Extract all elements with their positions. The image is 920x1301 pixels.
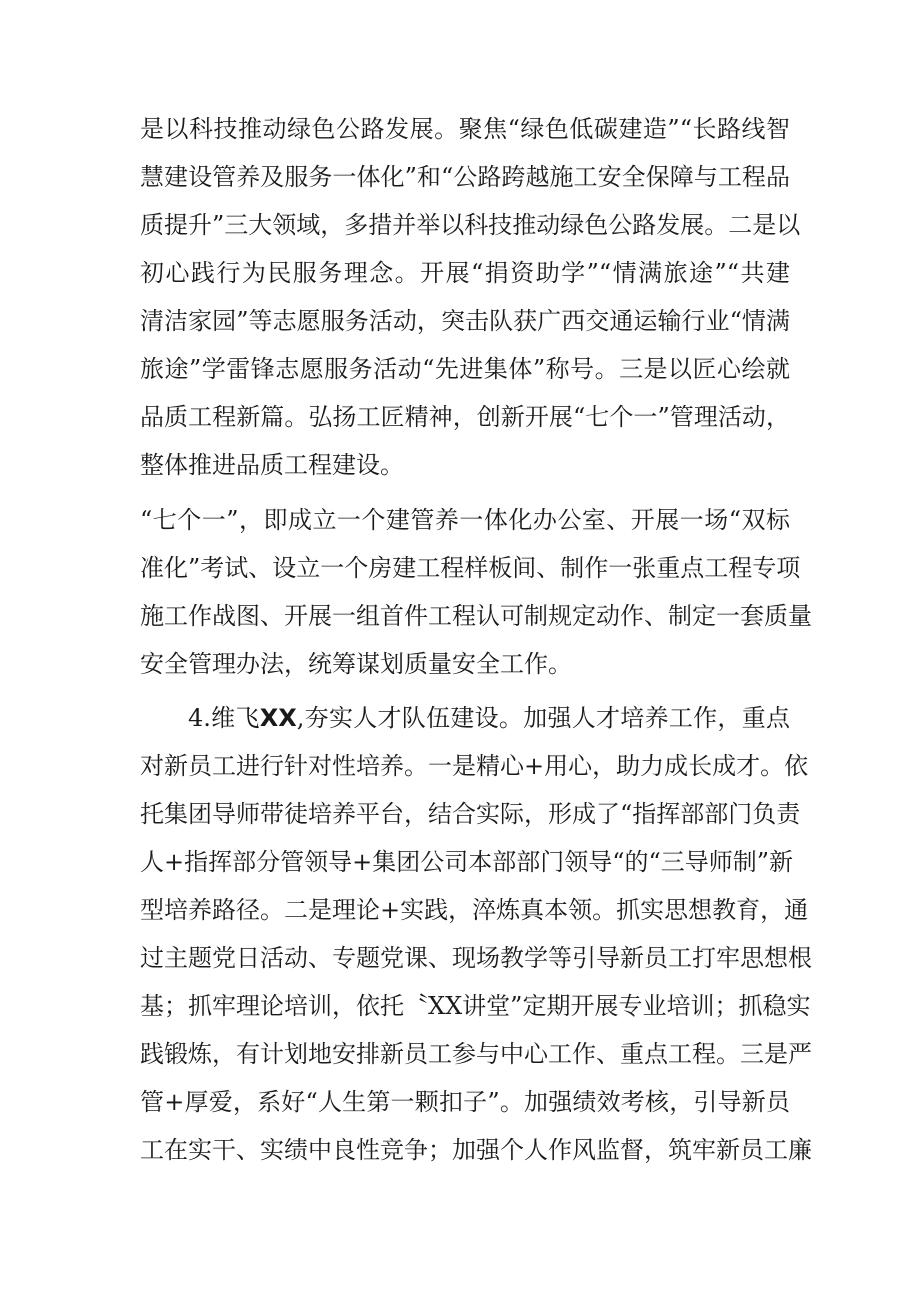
paragraph-line: 质提升”三大领域，多措并举以科技推动绿色公路发展。二是以 bbox=[140, 211, 801, 239]
paragraph-line: “七个一”，即成立一个建管养一体化办公室、开展一场“双标 bbox=[140, 506, 790, 534]
paragraph-line: 初心践行为民服务理念。开展“捐资助学”“情满旅途”“共建 bbox=[140, 259, 790, 287]
section-text: ,夯实人才队伍建设。加强人才培养工作，重点 bbox=[296, 704, 790, 732]
paragraph-line: 型培养路径。二是理论+实践，淬炼真本领。抓实思想教育，通 bbox=[140, 896, 809, 924]
section-number: 4.维飞 bbox=[188, 704, 260, 732]
paragraph-line: 托集团导师带徒培养平台，结合实际，形成了“指挥部部门负责 bbox=[140, 800, 801, 828]
paragraph-line: 清洁家园”等志愿服务活动，突击队获广西交通运输行业“情满 bbox=[140, 307, 790, 335]
paragraph-line: 慧建设管养及服务一体化”和“公路跨越施工安全保障与工程品 bbox=[140, 163, 790, 191]
paragraph-line: 管+厚爱，系好“人生第一颗扣子”。加强绩效考核，引导新员 bbox=[140, 1088, 790, 1116]
paragraph-line: 工在实干、实绩中良性竞争；加强个人作风监督，筑牢新员工廉 bbox=[140, 1136, 812, 1164]
paragraph-line: 施工作战图、开展一组首件工程认可制规定动作、制定一套质量 bbox=[140, 602, 812, 630]
paragraph-line: 安全管理办法，统筹谋划质量安全工作。 bbox=[140, 650, 572, 678]
paragraph-line: 准化”考试、设立一个房建工程样板间、制作一张重点工程专项 bbox=[140, 554, 801, 582]
paragraph-line: 过主题党日活动、专题党课、现场教学等引导新员工打牢思想根 bbox=[140, 944, 812, 972]
paragraph-line: 人+指挥部分管领导+集团公司本部部门领导“的“三导师制”新 bbox=[140, 848, 794, 876]
paragraph-line: 基；抓牢理论培训，依托〝XX讲堂”定期开展专业培训；抓稳实 bbox=[140, 992, 811, 1020]
paragraph-line: 旅途”学雷锋志愿服务活动“先进集体”称号。三是以匠心绘就 bbox=[140, 355, 790, 383]
paragraph-line: 品质工程新篇。弘扬工匠精神，创新开展“七个一”管理活动， bbox=[140, 403, 790, 431]
paragraph-line: 践锻炼，有计划地安排新员工参与中心工作、重点工程。三是严 bbox=[140, 1040, 812, 1068]
paragraph-line: 对新员工进行针对性培养。一是精心+用心，助力成长成才。依 bbox=[140, 752, 809, 780]
paragraph-line: 整体推进品质工程建设。 bbox=[140, 451, 404, 479]
paragraph-line: 是以科技推动绿色公路发展。聚焦“绿色低碳建造”“长路线智 bbox=[140, 115, 790, 143]
section-keyword: XX bbox=[259, 704, 297, 732]
section-heading-line bbox=[188, 696, 790, 740]
